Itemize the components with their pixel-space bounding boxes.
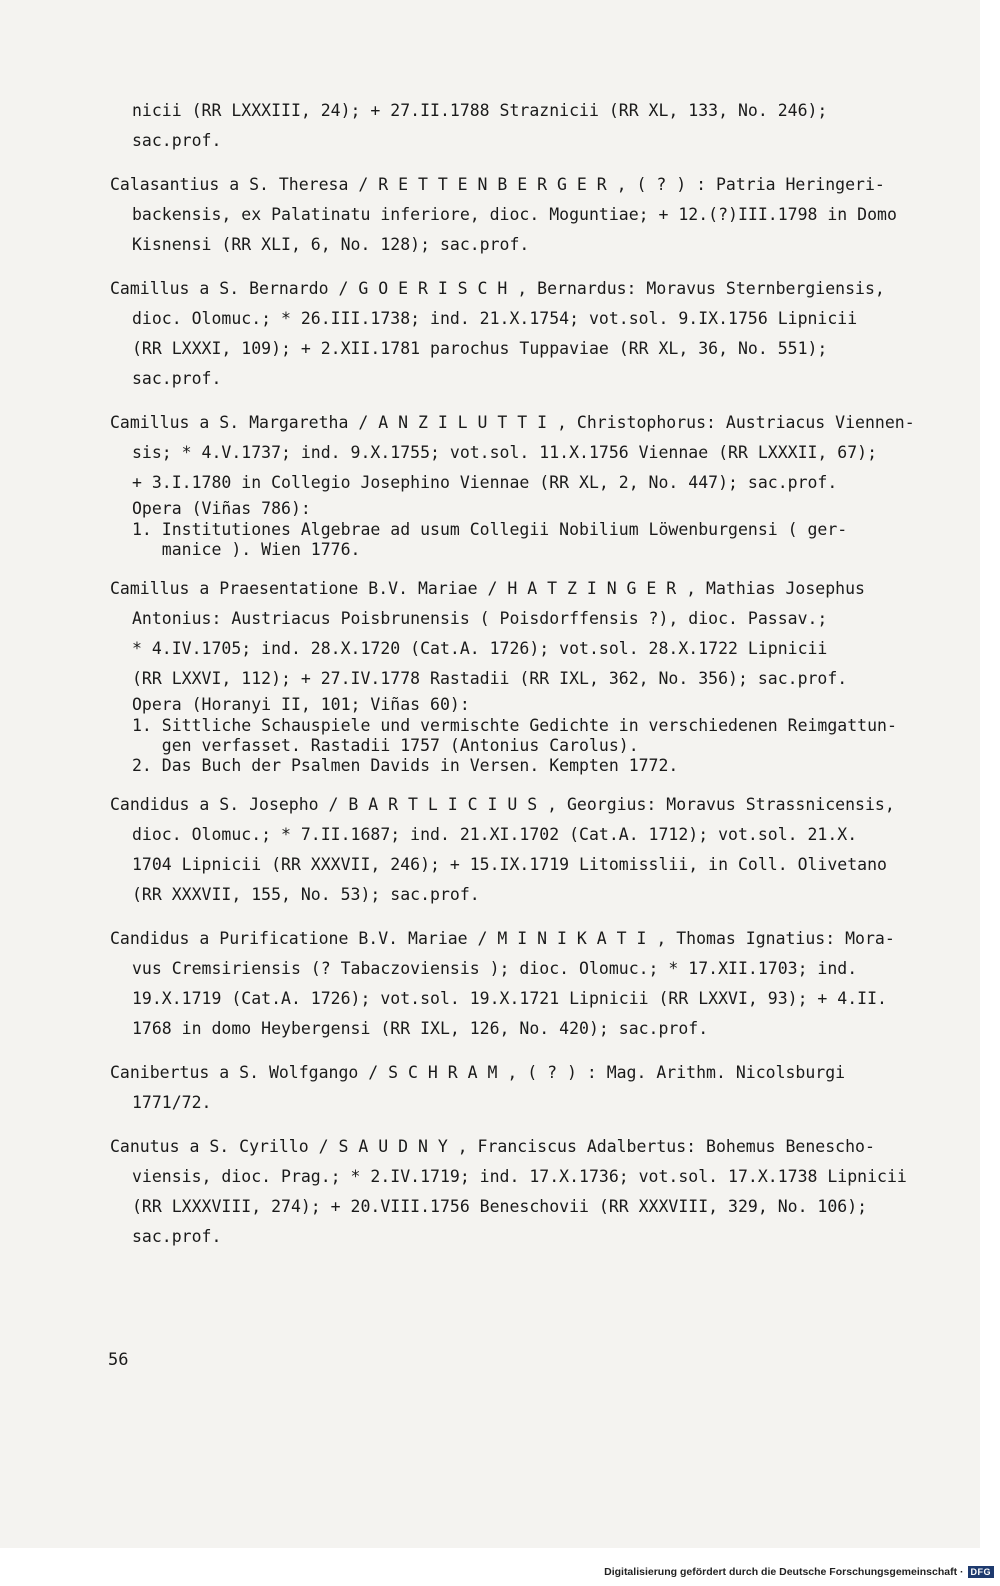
footer-credit	[604, 1566, 994, 1578]
entry-heading-line: Canutus a S. Cyrillo / S A U D N Y , Franciscus Adalbertus: Bohemus Beneschо-	[110, 1137, 875, 1156]
page-margin	[980, 0, 1000, 1548]
entry-text-line: sac.prof.	[132, 1227, 222, 1246]
entry-text-line: (RR XXXVII, 155, No. 53); sac.prof.	[132, 885, 480, 904]
entry-text-line: Kisnensi (RR XLI, 6, No. 128); sac.prof.	[132, 235, 530, 254]
entry-text-line: sac.prof.	[132, 369, 222, 388]
biography-entry	[110, 924, 950, 1044]
works-list-item: 1. Sittliche Schauspiele und vermischte Gedichte in verschiedenen Reimgattun-	[132, 716, 897, 735]
entry-heading-line: Canibertus a S. Wolfgango / S C H R A M , ( ? ) : Mag. Arithm. Nicolsburgi	[110, 1063, 846, 1082]
biography-entry	[110, 408, 950, 560]
entry-text-line: backensis, ex Palatinatu inferiore, dioc. Moguntiae; + 12.(?)III.1798 in Domo	[132, 205, 897, 224]
biography-entry	[110, 274, 950, 394]
entry-text-line: * 4.IV.1705; ind. 28.X.1720 (Cat.A. 1726); vot.sol. 28.X.1722 Lipnicii	[132, 639, 828, 658]
entry-text-line: 1771/72.	[132, 1093, 212, 1112]
biography-entry	[110, 790, 950, 910]
entry-text-line: Antonius: Austriacus Poisbrunensis ( Poisdorffensis ?), dioc. Passav.;	[132, 609, 828, 628]
entry-text-line: (RR LXXXVIII, 274); + 20.VIII.1756 Beneschovii (RR XXXVIII, 329, No. 106);	[132, 1197, 868, 1216]
entry-text-line: 1704 Lipnicii (RR XXXVII, 246); + 15.IX.1719 Litomisslii, in Coll. Olivetano	[132, 855, 887, 874]
biography-entry	[110, 574, 950, 776]
entry-text-line: (RR LXXVI, 112); + 27.IV.1778 Rastadii (RR IXL, 362, No. 356); sac.prof.	[132, 669, 848, 688]
document-body	[110, 96, 950, 1266]
biography-entry	[110, 96, 950, 156]
entry-text-line: 19.X.1719 (Cat.A. 1726); vot.sol. 19.X.1721 Lipnicii (RR LXXVI, 93); + 4.II.	[132, 989, 887, 1008]
entry-text-line: sac.prof.	[132, 131, 222, 150]
works-heading: Opera (Horanyi II, 101; Viñas 60):	[132, 695, 470, 714]
entry-text-line: viensis, dioc. Prag.; * 2.IV.1719; ind. 17.X.1736; vot.sol. 17.X.1738 Lipnicii	[132, 1167, 907, 1186]
entry-text-line: dioc. Olomuc.; * 7.II.1687; ind. 21.XI.1702 (Cat.A. 1712); vot.sol. 21.X.	[132, 825, 858, 844]
dfg-logo: DFG	[968, 1566, 995, 1578]
works-list-item: 1. Institutiones Algebrae ad usum Collegii Nobilium Löwenburgensi ( ger-	[132, 520, 848, 539]
entry-text-line: nicii (RR LXXXIII, 24); + 27.II.1788 Straznicii (RR XL, 133, No. 246);	[132, 101, 828, 120]
biography-entry	[110, 1132, 950, 1252]
page-number: 56	[108, 1350, 129, 1370]
entry-text-line: (RR LXXXI, 109); + 2.XII.1781 parochus Tuppaviae (RR XL, 36, No. 551);	[132, 339, 828, 358]
entry-text-line: + 3.I.1780 in Collegio Josephino Viennae (RR XL, 2, No. 447); sac.prof.	[132, 473, 838, 492]
entry-heading-line: Candidus a Purificatione B.V. Mariae / M I N I K A T I , Thomas Ignatius: Mora-	[110, 929, 895, 948]
entry-text-line: sis; * 4.V.1737; ind. 9.X.1755; vot.sol. 11.X.1756 Viennae (RR LXXXII, 67);	[132, 443, 878, 462]
entry-heading-line: Camillus a Praesentatione B.V. Mariae / H A T Z I N G E R , Mathias Josephus	[110, 579, 865, 598]
biography-entry	[110, 170, 950, 260]
works-list-item: 2. Das Buch der Psalmen Davids in Versen. Kempten 1772.	[132, 756, 679, 775]
entry-heading-line: Camillus a S. Bernardo / G O E R I S C H , Bernardus: Moravus Sternbergiensis,	[110, 279, 885, 298]
entry-heading-line: Candidus a S. Josepho / B A R T L I C I U S , Georgius: Moravus Strassnicensis,	[110, 795, 895, 814]
entry-text-line: dioc. Olomuc.; * 26.III.1738; ind. 21.X.1754; vot.sol. 9.IX.1756 Lipnicii	[132, 309, 858, 328]
footer-text: Digitalisierung gefördert durch die Deutsche Forschungsgemeinschaft ·	[604, 1566, 964, 1578]
entry-heading-line: Calasantius a S. Theresa / R E T T E N B E R G E R , ( ? ) : Patria Heringeri-	[110, 175, 885, 194]
entry-text-line: 1768 in domo Heybergensi (RR IXL, 126, No. 420); sac.prof.	[132, 1019, 709, 1038]
entry-text-line: vus Cremsiriensis (? Tabaczoviensis ); dioc. Olomuc.; * 17.XII.1703; ind.	[132, 959, 858, 978]
works-heading: Opera (Viñas 786):	[132, 499, 311, 518]
biography-entry	[110, 1058, 950, 1118]
works-list-item: manice ). Wien 1776.	[132, 540, 361, 559]
works-list-item: gen verfasset. Rastadii 1757 (Antonius Carolus).	[132, 736, 639, 755]
entry-heading-line: Camillus a S. Margaretha / A N Z I L U T T I , Christophorus: Austriacus Viennen-	[110, 413, 915, 432]
